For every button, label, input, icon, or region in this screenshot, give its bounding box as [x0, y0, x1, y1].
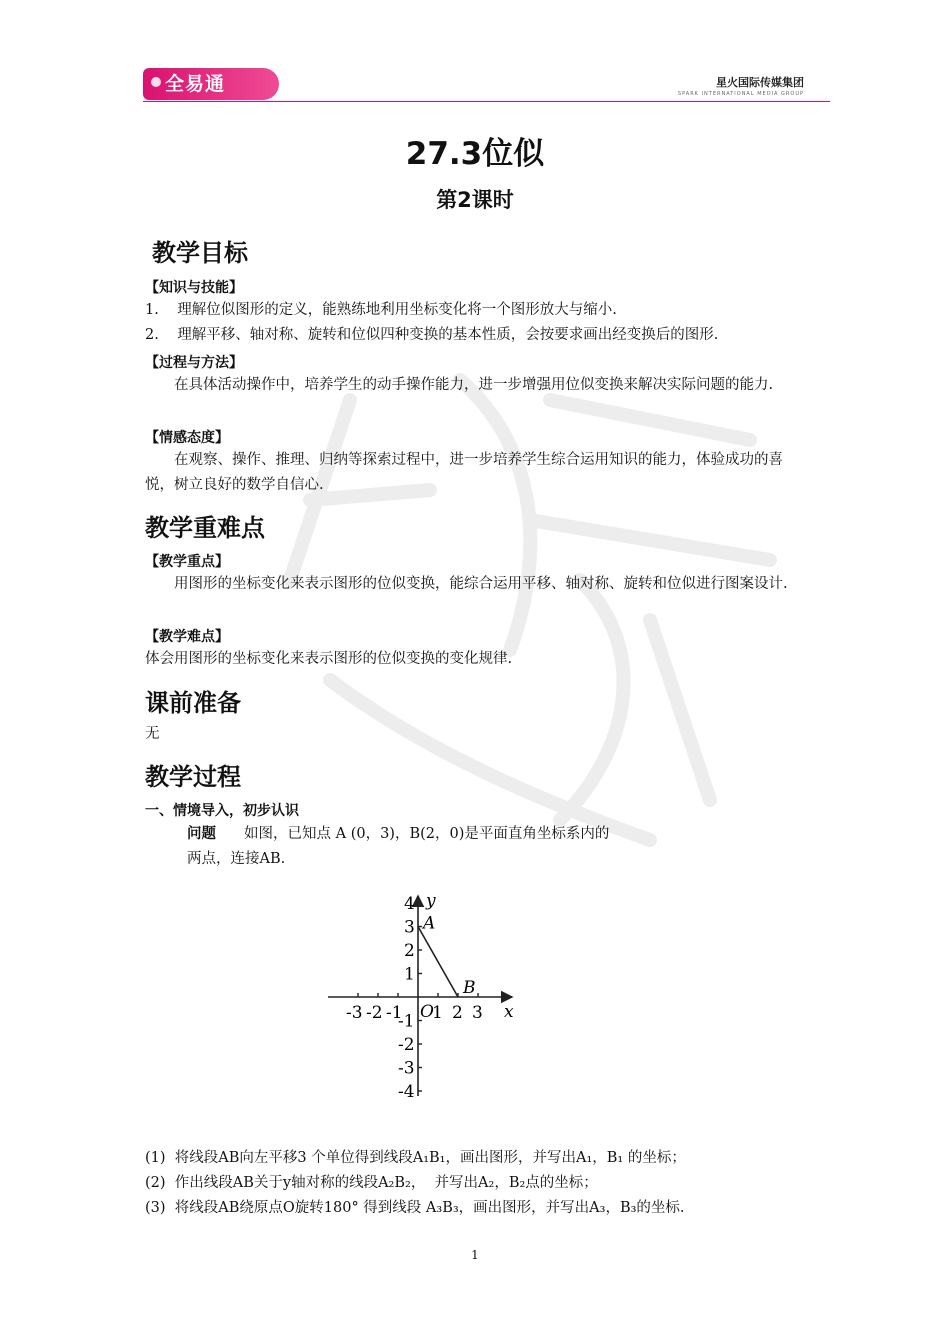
page-title: 27.3位似 [405, 136, 545, 172]
y-tick-label: -3 [398, 1058, 415, 1079]
y-tick-label: 3 [404, 917, 415, 938]
question-line-1 [187, 822, 609, 847]
y-tick-label: -2 [398, 1035, 415, 1055]
question-text: 如图，已知点 A (0，3)，B(2，0)是平面直角坐标系内的 [244, 826, 610, 842]
page-subtitle: 第2课时 [436, 188, 514, 212]
preparation-text: 无 [145, 726, 160, 742]
y-tick-label: 2 [404, 941, 415, 961]
publisher-name: 星火国际传媒集团 [716, 76, 804, 89]
logo-text: 全易通 [165, 73, 226, 95]
point-b-label: B [463, 978, 476, 998]
difficulty-text: 体会用图形的坐标变化来表示图形的位似变换的变化规律. [145, 651, 513, 667]
task-1: (1) 将线段AB向左平移3 个单位得到线段A₁B₁，画出图形，并写出A₁，B₁ 的坐标； [145, 1150, 686, 1166]
y-tick-label: 1 [404, 964, 415, 985]
question-label: 问题 [187, 826, 216, 842]
emotion-text: 在观察、操作、推理、归纳等探索过程中，进一步培养学生综合运用知识的能力，体验成功的喜悦，树立良好的数学自信心. [145, 452, 783, 493]
origin-label: O [420, 1002, 434, 1022]
y-axis-label: y [426, 891, 436, 911]
publisher-brand [678, 74, 804, 97]
header-divider [143, 101, 830, 102]
heading-key-points: 教学重难点 [145, 514, 265, 542]
y-tick-label: -1 [398, 1011, 415, 1032]
knowledge-item-1: 1. 理解位似图形的定义，能熟练地利用坐标变化将一个图形放大与缩小. [145, 302, 617, 318]
heading-preparation: 课前准备 [145, 689, 241, 717]
brand-logo [143, 68, 279, 100]
publisher-name-en: SPARK INTERNATIONAL MEDIA GROUP [677, 91, 804, 97]
step1-label: 一、情境导入，初步认识 [145, 803, 299, 819]
label-knowledge: 【知识与技能】 [145, 280, 243, 296]
process-text: 在具体活动操作中，培养学生的动手操作能力，进一步增强用位似变换来解决实际问题的能力. [174, 377, 774, 393]
x-tick-label: -2 [366, 1003, 383, 1023]
task-2: (2) 作出线段AB关于y轴对称的线段A₂B₂， 并写出A₂，B₂点的坐标； [145, 1175, 598, 1191]
x-axis-label: x [504, 1002, 514, 1022]
coordinate-figure [320, 888, 530, 1103]
label-emotion: 【情感态度】 [145, 430, 229, 446]
segment-ab [418, 927, 458, 998]
heading-process: 教学过程 [145, 763, 241, 791]
logo-star-icon [151, 77, 161, 87]
x-tick-label: 2 [452, 1003, 463, 1023]
x-tick-label: -3 [346, 1003, 363, 1023]
question-line-2: 两点，连接AB. [187, 851, 286, 867]
page-number: 1 [471, 1248, 479, 1262]
x-tick-label: 3 [472, 1003, 483, 1023]
point-a-label: A [423, 913, 436, 934]
heading-goals: 教学目标 [152, 239, 248, 267]
label-focus: 【教学重点】 [145, 554, 229, 570]
x-tick-label: -1 [386, 1003, 403, 1023]
y-tick-label: 4 [404, 894, 415, 914]
knowledge-item-2: 2. 理解平移、轴对称、旋转和位似四种变换的基本性质，会按要求画出经变换后的图形. [145, 327, 719, 343]
task-3: (3) 将线段AB绕原点O旋转180° 得到线段 A₃B₃，画出图形，并写出A₃，B₃的坐标. [145, 1200, 685, 1216]
x-tick-label: 1 [432, 1003, 443, 1023]
label-difficulty: 【教学难点】 [145, 629, 229, 645]
focus-text: 用图形的坐标变化来表示图形的位似变换，能综合运用平移、轴对称、旋转和位似进行图案设计. [174, 576, 788, 592]
y-tick-label: -4 [398, 1082, 415, 1102]
label-process: 【过程与方法】 [145, 355, 243, 371]
